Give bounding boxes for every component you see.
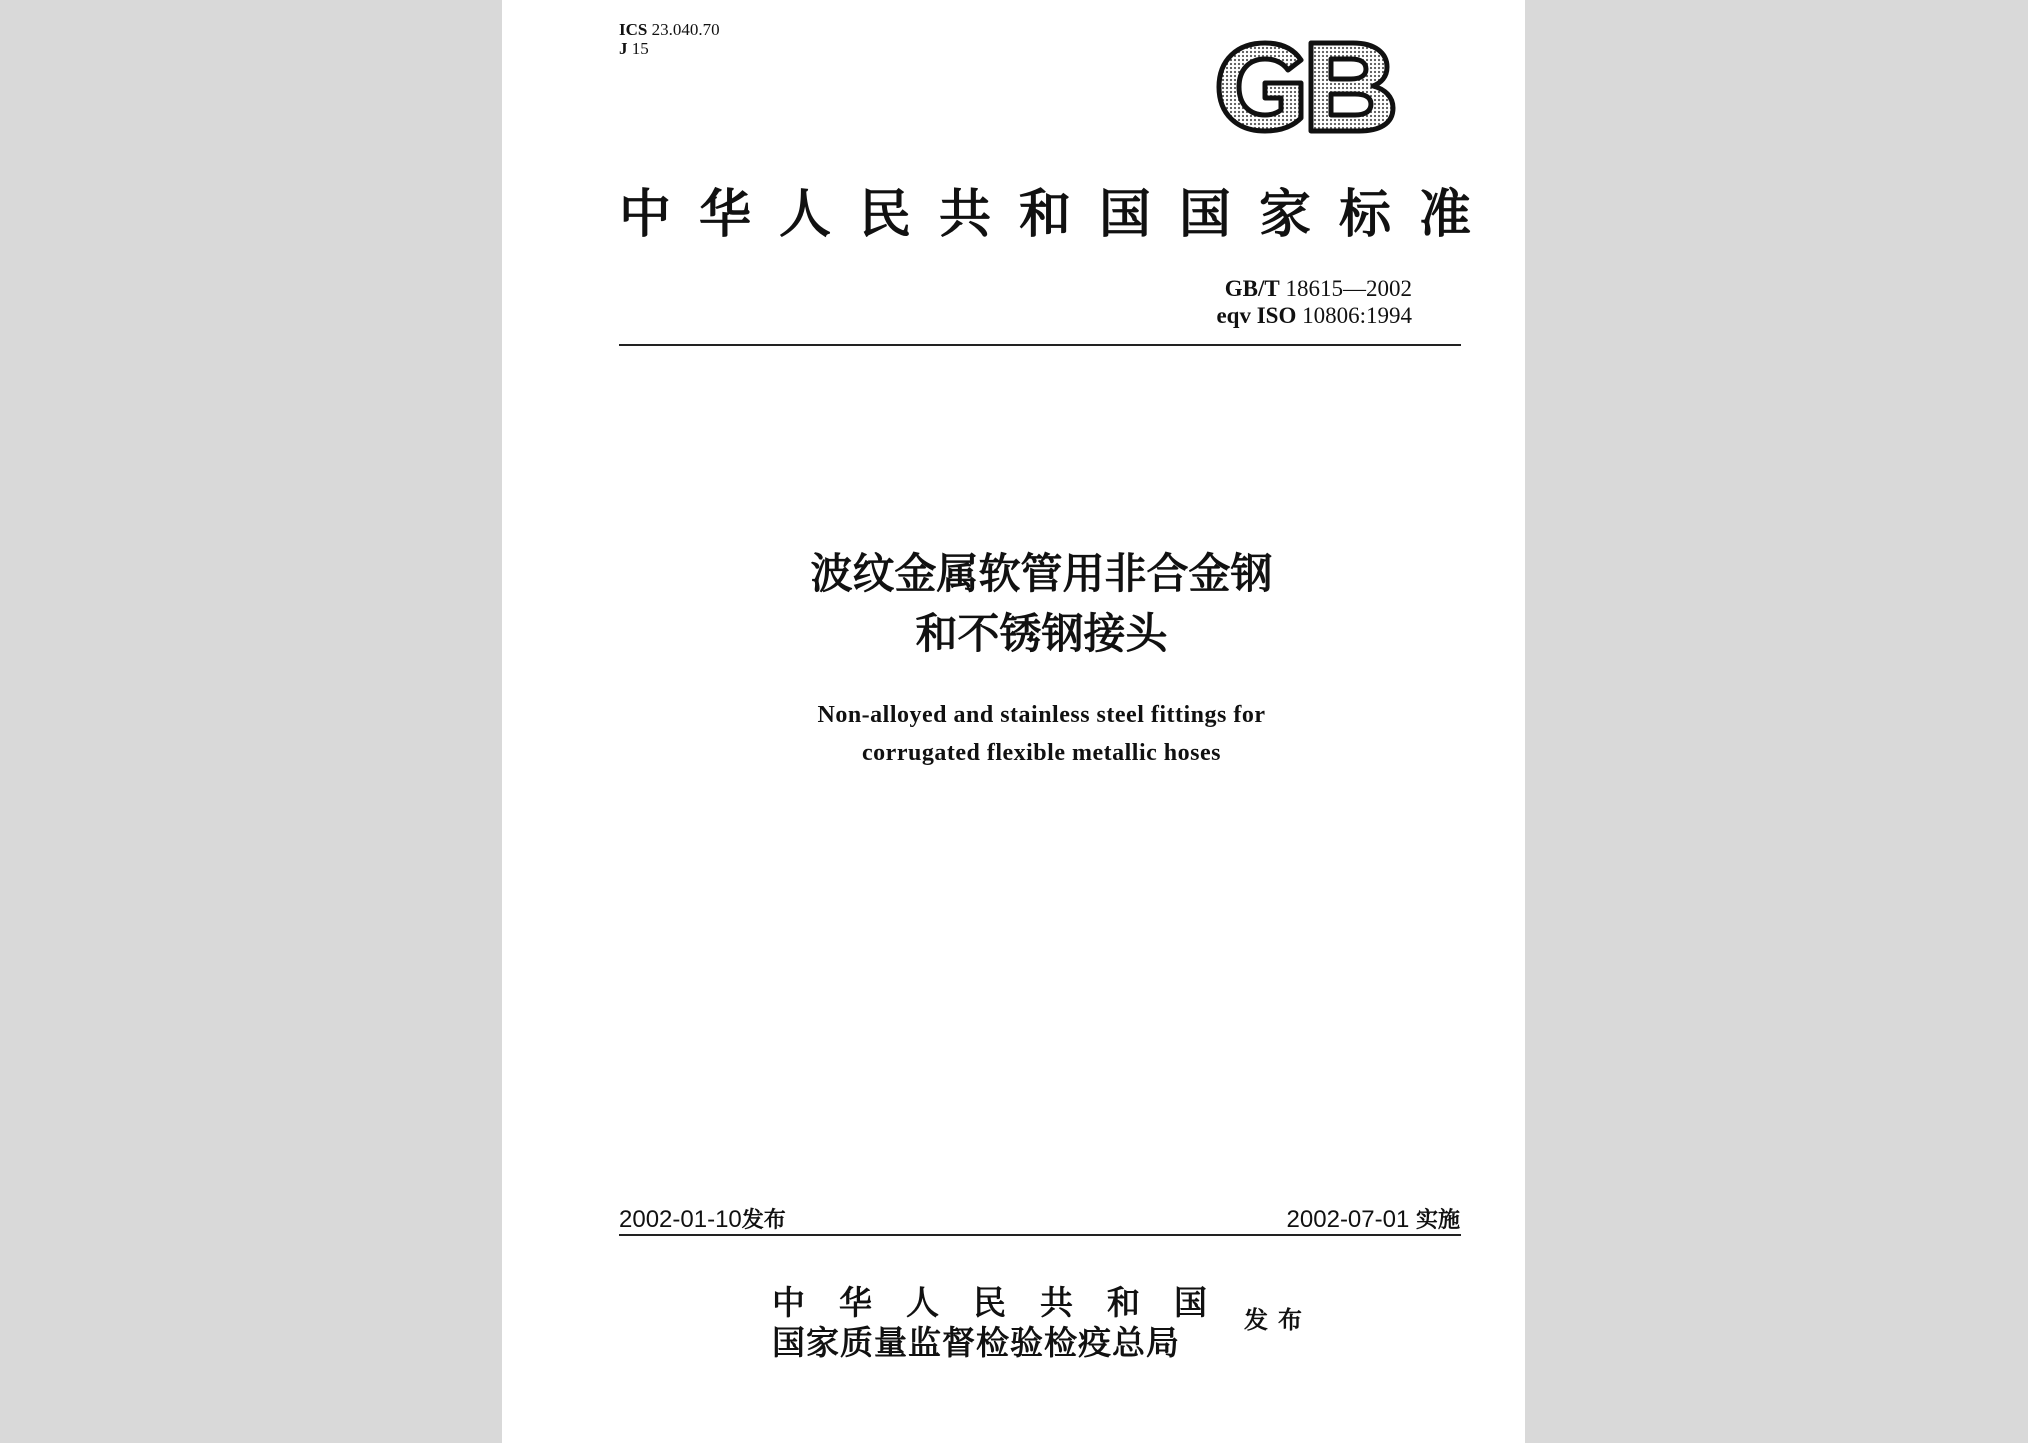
published-date-value: 2002-01-10 [619, 1206, 742, 1233]
implementation-date [1102, 1203, 1460, 1234]
ics-prefix: ICS [619, 20, 648, 39]
document-page [502, 0, 1525, 1443]
equivalent-standard [1102, 302, 1412, 329]
equivalent-prefix: eqv ISO [1216, 303, 1297, 328]
implemented-date-value: 2002-07-01 [1286, 1206, 1410, 1233]
issuing-authority [772, 1283, 1241, 1363]
classification-codes [619, 20, 720, 58]
chinese-title-line1: 波纹金属软管用非合金钢 [810, 549, 1273, 598]
gb-logo-b [1311, 43, 1393, 131]
ccs-prefix: J [619, 39, 628, 58]
issued-label: 发布 [1244, 1305, 1312, 1334]
footer-divider [619, 1234, 1461, 1236]
implemented-label: 实施 [1415, 1208, 1460, 1233]
english-title [619, 696, 1464, 772]
publication-date [619, 1203, 786, 1234]
standard-code-prefix: GB/T [1224, 276, 1280, 301]
published-label: 发布 [741, 1208, 786, 1233]
chinese-title-line2: 和不锈钢接头 [915, 609, 1168, 658]
gb-logo [1213, 38, 1399, 136]
gb-logo-g [1219, 43, 1301, 131]
standard-code-block [1102, 275, 1412, 329]
standard-type-title: 中华人民共和国国家标准 [619, 184, 1500, 245]
ics-code-line [619, 20, 720, 39]
ics-code: 23.040.70 [651, 20, 720, 39]
equivalent-code: 10806:1994 [1302, 303, 1412, 328]
english-title-line1: Non-alloyed and stainless steel fittings for [817, 702, 1266, 728]
issuer-line1: 中华人民共和国 [772, 1283, 1241, 1322]
standard-number [1102, 275, 1412, 302]
english-title-line2: corrugated flexible metallic hoses [862, 740, 1221, 766]
ccs-code-line [619, 39, 720, 58]
header-divider [619, 344, 1461, 346]
issuer-line2: 国家质量监督检验检疫总局 [772, 1323, 1180, 1362]
ccs-code: 15 [631, 39, 649, 58]
standard-code: 18615—2002 [1285, 276, 1412, 301]
chinese-title [619, 544, 1464, 664]
